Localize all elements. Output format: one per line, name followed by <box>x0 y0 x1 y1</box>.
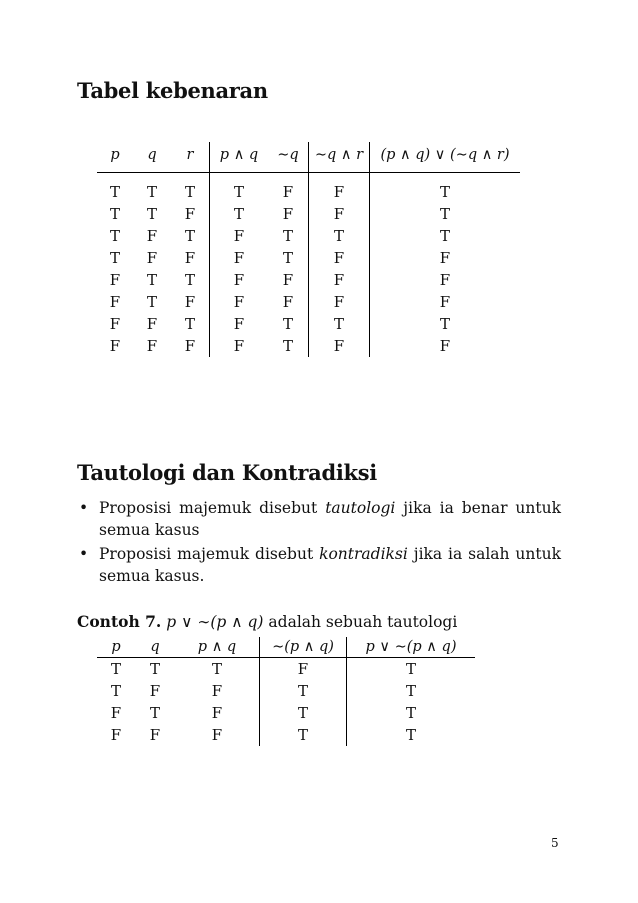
table-row <box>97 247 520 269</box>
table-cell: F <box>282 293 294 311</box>
table-cell: F <box>146 249 158 267</box>
table-cell: T <box>370 173 521 204</box>
table-row <box>97 291 520 313</box>
table-cell: F <box>370 291 521 313</box>
table-cell: T <box>347 702 476 724</box>
table-row <box>97 702 475 724</box>
table-cell: F <box>260 658 347 681</box>
section-title-tautology: Tautologi dan Kontradiksi <box>77 460 377 485</box>
table-cell: T <box>146 183 157 201</box>
table-row <box>97 335 520 357</box>
table-cell: F <box>110 726 122 744</box>
table-cell: T <box>149 704 160 722</box>
table-cell: T <box>347 724 476 746</box>
table-cell: T <box>184 315 195 333</box>
table-cell: T <box>210 173 269 204</box>
column-header: q <box>135 637 175 658</box>
table-cell: T <box>282 249 293 267</box>
table-cell: F <box>309 173 370 204</box>
column-header: p ∧ q <box>175 637 260 658</box>
table-cell: T <box>110 660 121 678</box>
column-header: q <box>133 142 171 173</box>
table-cell: T <box>184 183 195 201</box>
table-cell: T <box>149 660 160 678</box>
table-cell: F <box>184 205 196 223</box>
table-cell: T <box>146 271 157 289</box>
table-header-row <box>97 142 520 173</box>
bullet-icon: • <box>79 545 89 563</box>
table-cell: T <box>347 658 476 681</box>
table-cell: T <box>260 724 347 746</box>
truth-table-1 <box>97 142 520 357</box>
column-header: ∼q ∧ r <box>309 142 370 173</box>
table-cell: T <box>282 227 293 245</box>
bullet-text: Proposisi majemuk disebut <box>99 499 326 517</box>
column-header: r <box>171 142 210 173</box>
table-cell: T <box>282 315 293 333</box>
table-cell: T <box>110 682 121 700</box>
list-item <box>77 497 561 541</box>
table-cell: F <box>282 183 294 201</box>
table-row <box>97 658 475 681</box>
table-cell: T <box>184 227 195 245</box>
table-cell: T <box>370 313 521 335</box>
table-cell: F <box>370 269 521 291</box>
table-cell: F <box>309 203 370 225</box>
table-cell: F <box>211 704 223 722</box>
table-cell: T <box>109 205 120 223</box>
column-header: p <box>97 142 133 173</box>
table-cell: T <box>370 203 521 225</box>
table-cell: T <box>309 225 370 247</box>
term-kontradiksi: kontradiksi <box>319 545 408 563</box>
column-header: p ∨ ∼(p ∧ q) <box>347 637 476 658</box>
table-cell: F <box>210 247 269 269</box>
table-cell: F <box>149 726 161 744</box>
column-header: ∼(p ∧ q) <box>260 637 347 658</box>
table-cell: F <box>184 249 196 267</box>
table-cell: F <box>282 271 294 289</box>
table-cell: T <box>146 205 157 223</box>
table-cell: T <box>146 293 157 311</box>
table-cell: F <box>149 682 161 700</box>
bullet-text: Proposisi majemuk disebut <box>99 545 320 563</box>
bullet-text: jika ia salah untuk semua kasus. <box>99 545 561 585</box>
table-cell: F <box>109 271 121 289</box>
table-cell: F <box>210 335 269 357</box>
term-tautologi: tautologi <box>325 499 396 517</box>
table-cell: T <box>347 680 476 702</box>
truth-table-2 <box>97 637 475 746</box>
table-cell: F <box>146 337 158 355</box>
table-cell: F <box>184 293 196 311</box>
table-row <box>97 269 520 291</box>
table-cell: T <box>184 271 195 289</box>
column-header: p <box>97 637 135 658</box>
table-cell: T <box>309 313 370 335</box>
definition-list <box>77 497 561 589</box>
table-header-row <box>97 637 475 658</box>
table-row <box>97 173 520 204</box>
table-cell: F <box>146 227 158 245</box>
table-cell: F <box>210 291 269 313</box>
page-number: 5 <box>551 836 559 850</box>
table-row <box>97 724 475 746</box>
example-formula: p ∨ ∼(p ∧ q) <box>166 613 264 631</box>
bullet-icon: • <box>79 499 89 517</box>
table-row <box>97 680 475 702</box>
table-cell: T <box>109 183 120 201</box>
table-cell: F <box>109 315 121 333</box>
table-cell: F <box>210 313 269 335</box>
table-cell: F <box>210 269 269 291</box>
table-cell: F <box>309 269 370 291</box>
table-cell: T <box>260 702 347 724</box>
table-cell: T <box>211 660 222 678</box>
table-cell: T <box>260 680 347 702</box>
table-cell: T <box>282 337 293 355</box>
table-cell: F <box>210 225 269 247</box>
section-title-truth-table: Tabel kebenaran <box>77 78 268 103</box>
table-cell: T <box>210 203 269 225</box>
table-cell: F <box>309 335 370 357</box>
table-cell: T <box>109 249 120 267</box>
table-cell: F <box>109 293 121 311</box>
table-cell: F <box>211 682 223 700</box>
column-header: p ∧ q <box>210 142 269 173</box>
table-cell: F <box>309 291 370 313</box>
table-cell: F <box>184 337 196 355</box>
table-cell: F <box>370 335 521 357</box>
table-cell: F <box>309 247 370 269</box>
table-cell: F <box>146 315 158 333</box>
table-cell: F <box>110 704 122 722</box>
table-row <box>97 225 520 247</box>
example-label: Contoh 7. <box>77 612 162 631</box>
table-cell: F <box>211 726 223 744</box>
table-cell: F <box>370 247 521 269</box>
column-header: (p ∧ q) ∨ (∼q ∧ r) <box>370 142 521 173</box>
bullet-text: jika ia benar untuk semua kasus <box>99 499 561 539</box>
list-item <box>77 543 561 587</box>
example-description: adalah sebuah tautologi <box>268 613 458 631</box>
table-cell: T <box>370 225 521 247</box>
table-row <box>97 203 520 225</box>
column-header: ∼q <box>268 142 309 173</box>
table-cell: F <box>282 205 294 223</box>
example-heading <box>77 612 457 631</box>
table-cell: T <box>109 227 120 245</box>
table-row <box>97 313 520 335</box>
table-cell: F <box>109 337 121 355</box>
